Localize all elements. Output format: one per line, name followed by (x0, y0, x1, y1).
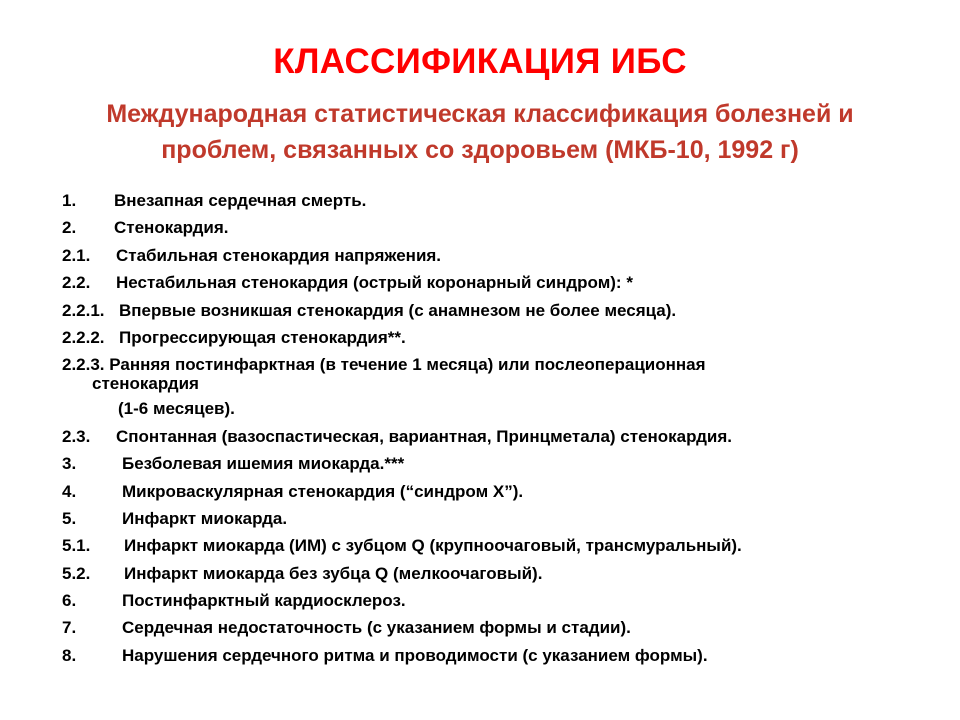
list-item-number: 5.2. (62, 563, 91, 583)
list-item-text: Постинфарктный кардиосклероз. (122, 591, 406, 611)
slide-title: КЛАССИФИКАЦИЯ ИБС (273, 42, 687, 81)
list-item-number: 5.1. (62, 536, 91, 556)
list-item (62, 614, 942, 641)
slide-subtitle (40, 96, 920, 168)
list-item-text: Нарушения сердечного ритма и проводимости (с указанием формы). (122, 645, 708, 665)
list-item (62, 532, 942, 559)
list-item-number: 6. (62, 591, 77, 611)
list-item-number: 1. (62, 191, 77, 210)
list-item-text: Безболевая ишемия миокарда.*** (122, 454, 405, 474)
list-item (62, 187, 942, 214)
list-item (62, 214, 942, 241)
list-item-number: 2.1. (62, 245, 91, 265)
list-item (62, 560, 942, 587)
list-item-number: 4. (62, 481, 77, 501)
list-item-text: Спонтанная (вазоспастическая, вариантная, Принцметала) стенокардия. (116, 426, 732, 446)
subtitle-line-1: Международная статистическая классификация болезней и (106, 100, 854, 128)
list-item (62, 269, 942, 296)
list-item-number: 2.2.1. (62, 300, 105, 320)
list-item (62, 395, 942, 422)
list-item (62, 642, 942, 669)
list-item-number: 3. (62, 454, 77, 474)
list-item-number: 2.2.3. (62, 355, 105, 375)
list-item (62, 297, 942, 324)
list-item (62, 478, 942, 505)
list-item-text: Микроваскулярная стенокардия (“синдром Х”). (122, 481, 524, 501)
list-item (62, 351, 942, 395)
list-item-text: Прогрессирующая стенокардия**. (119, 327, 406, 347)
list-item-text: Сердечная недостаточность (с указанием формы и стадии). (122, 618, 631, 638)
list-item-number: 2.3. (62, 426, 91, 446)
list-item-number: 2.2.2. (62, 327, 105, 347)
list-item-text: (1-6 месяцев). (118, 399, 235, 419)
list-item (62, 242, 942, 269)
list-item-number: 2. (62, 218, 77, 238)
list-item-text: Стабильная стенокардия напряжения. (116, 245, 442, 265)
list-item-text: Инфаркт миокарда (ИМ) с зубцом Q (крупноочаговый, трансмуральный). (124, 536, 742, 556)
list-item-number: 7. (62, 618, 77, 638)
list-item-text: Инфаркт миокарда без зубца Q (мелкоочаговый). (124, 563, 543, 583)
list-item-continuation: стенокардия (92, 374, 199, 394)
list-item-number: 5. (62, 508, 77, 528)
list-item (62, 505, 942, 532)
subtitle-line-2: проблем, связанных со здоровьем (МКБ-10, 1992 г) (161, 136, 799, 164)
list-item (62, 423, 942, 450)
list-item (62, 324, 942, 351)
list-item-text: Ранняя постинфарктная (в течение 1 месяца) или послеоперационная (109, 355, 706, 375)
classification-list (62, 187, 942, 669)
list-item-text: Нестабильная стенокардия (острый коронарный синдром): * (116, 273, 633, 293)
list-item-text: Стенокардия. (114, 218, 229, 238)
list-item-text: Внезапная сердечная смерть. (114, 191, 367, 210)
list-item (62, 587, 942, 614)
list-item-text: Впервые возникшая стенокардия (с анамнезом не более месяца). (119, 300, 677, 320)
list-item-number: 8. (62, 645, 77, 665)
list-item-text: Инфаркт миокарда. (122, 508, 288, 528)
list-item (62, 450, 942, 477)
list-item-number: 2.2. (62, 273, 91, 293)
